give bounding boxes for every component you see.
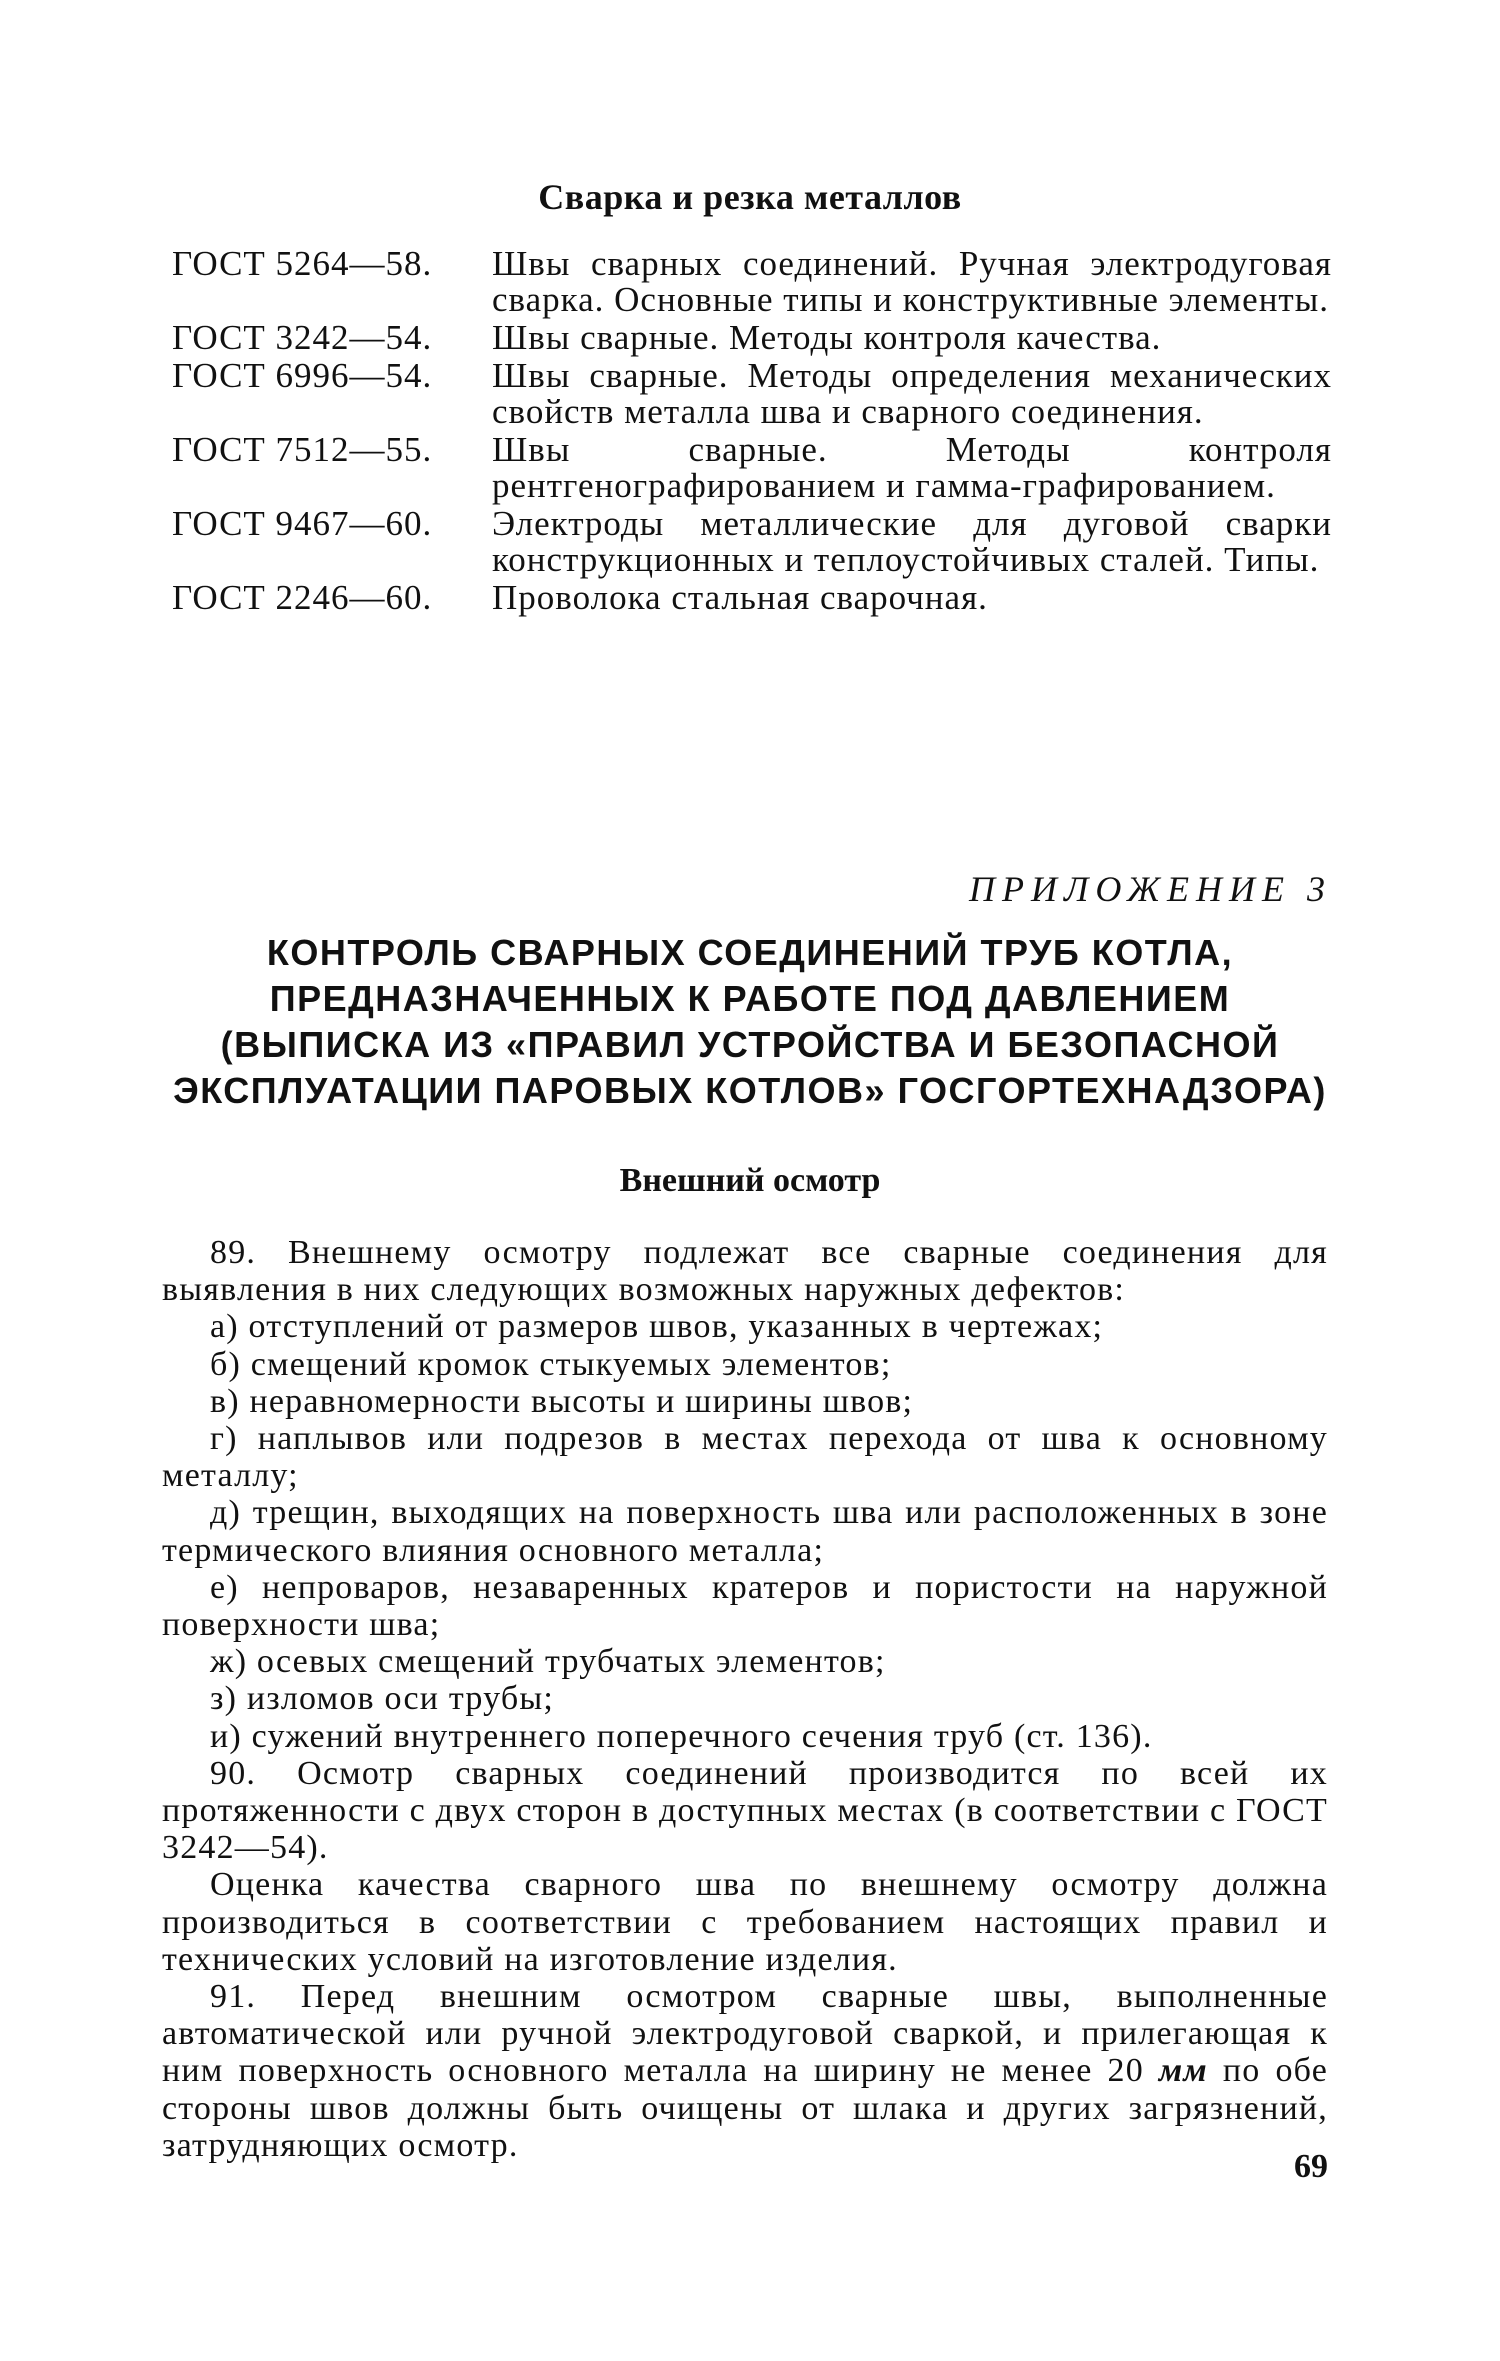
gost-entry [172, 506, 1332, 578]
gost-code: ГОСТ 6996—54. [172, 356, 433, 395]
gost-code: ГОСТ 7512—55. [172, 430, 433, 469]
gost-description: Швы сварных соединений. Ручная электродуговая сварка. Основные типы и конструктивные элементы. [492, 244, 1332, 319]
list-item: д) трещин, выходящих на поверхность шва или расположенных в зоне термического влияния основного металла; [162, 1494, 1328, 1569]
gost-standards-list [172, 246, 1332, 618]
gost-entry [172, 432, 1332, 504]
section-heading: Сварка и резка металлов [538, 177, 962, 217]
gost-description: Швы сварные. Методы контроля качества. [492, 318, 1162, 357]
unit-mm: мм [1158, 2052, 1208, 2090]
list-item: и) сужений внутреннего поперечного сечения труб (ст. 136). [210, 1717, 1153, 1755]
list-item: е) непроваров, незаваренных кратеров и пористости на наружной поверхности шва; [162, 1568, 1328, 1644]
list-item: ж) осевых смещений трубчатых элементов; [210, 1643, 886, 1681]
gost-description: Электроды металлические для дуговой сварки конструкционных и теплоустойчивых сталей. Типы. [492, 504, 1332, 579]
body-text [162, 1234, 1328, 2164]
gost-description: Швы сварные. Методы контроля рентгенографированием и гамма-графированием. [492, 430, 1332, 505]
paragraph-91-text-end: по обе стороны швов должны быть очищены от шлака и других загрязнений, затрудняющих осмотр. [162, 2052, 1328, 2164]
gost-entry [172, 580, 1332, 616]
appendix-label: ПРИЛОЖЕНИЕ 3 [969, 869, 1332, 909]
list-item: з) изломов оси трубы; [210, 1680, 555, 1718]
paragraph-91 [162, 1978, 1328, 2164]
gost-entry [172, 246, 1332, 318]
paragraph-91-text-start: 91. Перед внешним осмотром сварные швы, выполненные автоматической или ручной электродуговой сваркой, и прилегающая к ним поверхность основного металла на ширину не менее 20 [162, 1978, 1328, 2090]
page-number: 69 [1294, 2148, 1328, 2185]
gost-code: ГОСТ 3242—54. [172, 318, 433, 357]
gost-code: ГОСТ 9467—60. [172, 504, 433, 543]
paragraph: 90. Осмотр сварных соединений производится по всей их протяженности с двух сторон в доступных местах (в соответствии с ГОСТ 3242—54). [162, 1754, 1328, 1867]
appendix-title: КОНТРОЛЬ СВАРНЫХ СОЕДИНЕНИЙ ТРУБ КОТЛА, ПРЕДНАЗНАЧЕННЫХ К РАБОТЕ ПОД ДАВЛЕНИЕМ (ВЫПИСКА ИЗ «ПРАВИЛ УСТРОЙСТВА И БЕЗОПАСНОЙ ЭКСПЛУАТАЦИИ ПАРОВЫХ КОТЛОВ» ГОСГОРТЕХНАДЗОРА) [173, 932, 1327, 1111]
list-item: в) неравномерности высоты и ширины швов; [210, 1382, 914, 1420]
paragraph: 89. Внешнему осмотру подлежат все сварные соединения для выявления в них следующих возможных наружных дефектов: [162, 1234, 1328, 1309]
gost-entry [172, 320, 1332, 356]
gost-entry [172, 358, 1332, 430]
list-item: б) смещений кромок стыкуемых элементов; [210, 1345, 892, 1383]
gost-description: Проволока стальная сварочная. [492, 578, 988, 617]
list-item: а) отступлений от размеров швов, указанных в чертежах; [210, 1308, 1104, 1346]
paragraph: Оценка качества сварного шва по внешнему осмотру должна производиться в соответствии с требованием настоящих правил и технических условий на изготовление изделия. [162, 1866, 1328, 1978]
gost-code: ГОСТ 5264—58. [172, 244, 433, 283]
gost-code: ГОСТ 2246—60. [172, 578, 433, 617]
list-item: г) наплывов или подрезов в местах перехода от шва к основному металлу; [162, 1420, 1328, 1495]
subsection-heading: Внешний осмотр [619, 1162, 881, 1199]
gost-description: Швы сварные. Методы определения механических свойств металла шва и сварного соединения. [492, 356, 1332, 431]
